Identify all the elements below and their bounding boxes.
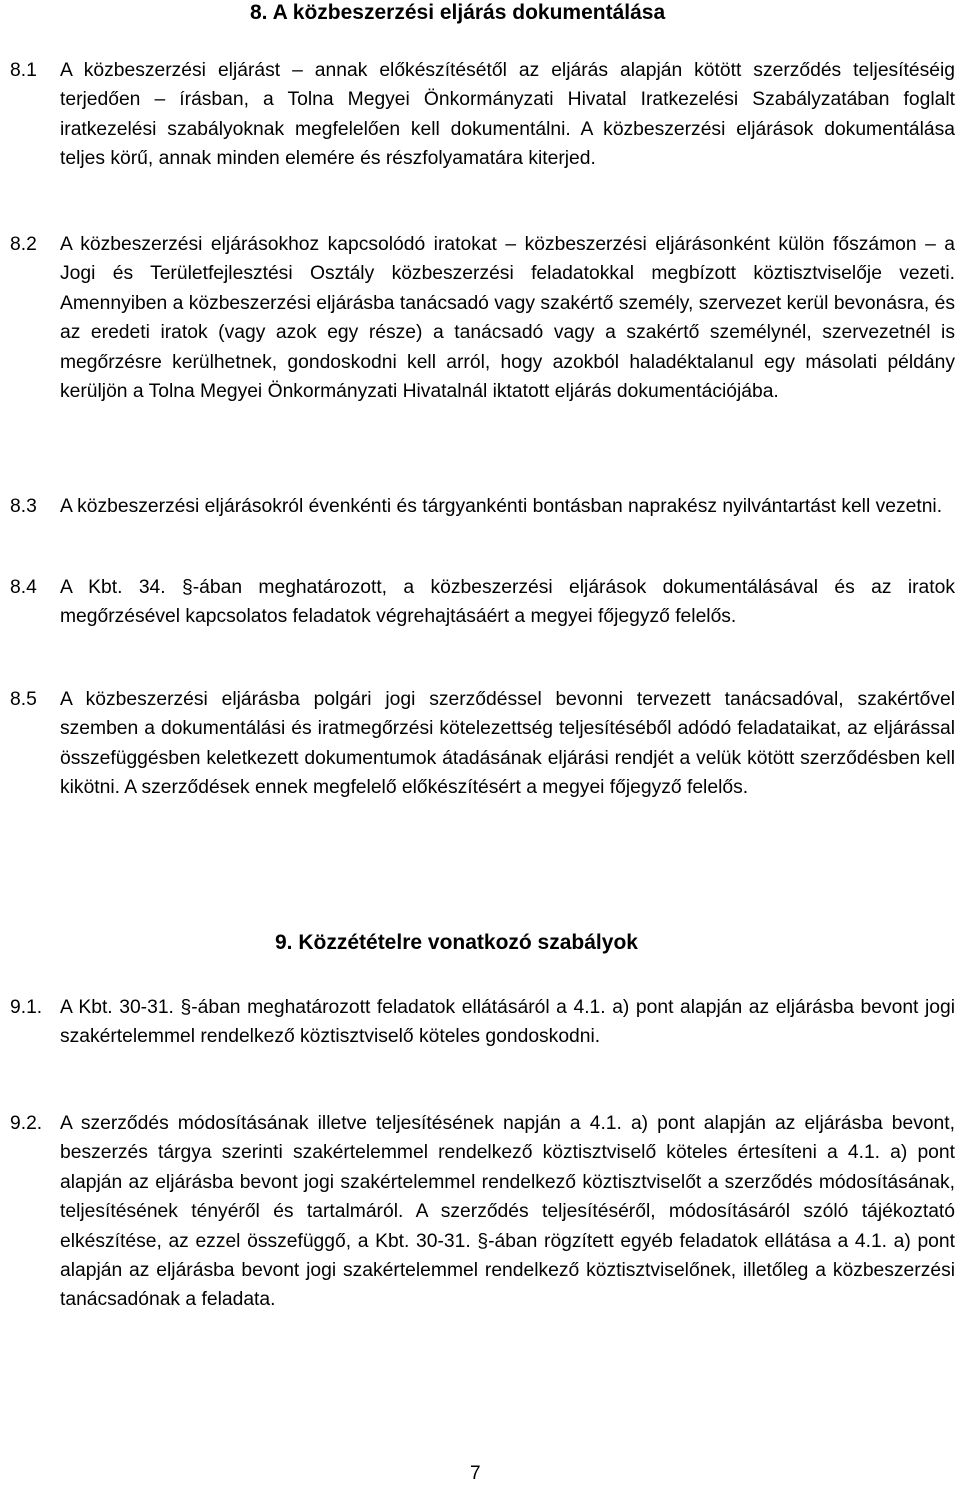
paragraph-9-1 (10, 993, 955, 1052)
paragraph-text: A közbeszerzési eljárásba polgári jogi szerződéssel bevonni tervezett tanácsadóval, szakértővel szemben a dokumentálási és iratmegőrzési kötelezettség teljesítéséből adódó feladataikat, az eljárással összefüggésben keletkezett dokumentumok átadásának eljárási rendjét a velük kötött szerződésben kell kikötni. A szerződések ennek megfelelő előkészítésért a megyei főjegyző felelős. (60, 689, 955, 799)
paragraph-text: A közbeszerzési eljárást – annak előkészítésétől az eljárás alapján kötött szerződés teljesítéséig terjedően – írásban, a Tolna Megyei Önkormányzati Hivatal Iratkezelési Szabályzatában foglalt iratkezelési szabályoknak megfelelően kell dokumentálni. A közbeszerzési eljárások dokumentálása teljes körű, annak minden elemére és részfolyamatára kiterjed. (60, 60, 955, 170)
paragraph-number: 8.4 (10, 577, 37, 598)
paragraph-text: A közbeszerzési eljárásokhoz kapcsolódó iratokat – közbeszerzési eljárásonként külön főszámon – a Jogi és Területfejlesztési Osztály közbeszerzési feladatokkal megbízott köztisztviselője vezeti. Amennyiben a közbeszerzési eljárásba tanácsadó vagy szakértő személy, szervezet kerül bevonásra, és az eredeti iratok (vagy azok egy része) a tanácsadó vagy a szakértő személynél, szervezetnél is megőrzésre kerülhetnek, gondoskodni kell arról, hogy azokból haladéktalanul egy másolati példány kerüljön a Tolna Megyei Önkormányzati Hivatalnál iktatott eljárás dokumentációjába. (60, 234, 955, 403)
paragraph-number: 8.1 (10, 60, 37, 81)
paragraph-text: A szerződés módosításának illetve teljesítésének napján a 4.1. a) pont alapján az eljárásba bevont, beszerzés tárgya szerinti szakértelemmel rendelkező köztisztviselő köteles értesíteni a 4.1. a) pont alapján az eljárásba bevont jogi szakértelemmel rendelkező köztisztviselőt a szerződés módosításának, teljesítésének tényéről és tartalmáról. A szerződés teljesítéséről, módosításáról szóló tájékoztató elkészítése, az ezzel összefüggő, a Kbt. 30-31. §-ában rögzített egyéb feladatok ellátása a 4.1. a) pont alapján az eljárásba bevont jogi szakértelemmel rendelkező köztisztviselőnek, illetőleg a közbeszerzési tanácsadónak a feladata. (60, 1113, 955, 1311)
paragraph-text: A Kbt. 34. §-ában meghatározott, a közbeszerzési eljárások dokumentálásával és az iratok megőrzésével kapcsolatos feladatok végrehajtásáért a megyei főjegyző felelős. (60, 577, 955, 628)
paragraph-number: 9.2. (10, 1113, 43, 1134)
page-number: 7 (470, 1463, 481, 1484)
paragraph-number: 8.3 (10, 496, 37, 517)
paragraph-8-4 (10, 573, 955, 632)
paragraph-8-5 (10, 685, 955, 803)
paragraph-number: 9.1. (10, 997, 43, 1018)
paragraph-9-2 (10, 1109, 955, 1315)
section-8-heading: 8. A közbeszerzési eljárás dokumentálása (250, 1, 666, 24)
paragraph-number: 8.5 (10, 689, 37, 710)
paragraph-8-1 (10, 56, 955, 174)
paragraph-number: 8.2 (10, 234, 37, 255)
paragraph-8-3 (10, 492, 955, 521)
paragraph-text: A Kbt. 30-31. §-ában meghatározott feladatok ellátásáról a 4.1. a) pont alapján az eljárásba bevont jogi szakértelemmel rendelkező köztisztviselő köteles gondoskodni. (60, 997, 955, 1048)
paragraph-8-2 (10, 230, 955, 406)
paragraph-text: A közbeszerzési eljárásokról évenkénti és tárgyankénti bontásban naprakész nyilvántartást kell vezetni. (60, 496, 943, 517)
section-9-heading: 9. Közzétételre vonatkozó szabályok (275, 931, 638, 954)
